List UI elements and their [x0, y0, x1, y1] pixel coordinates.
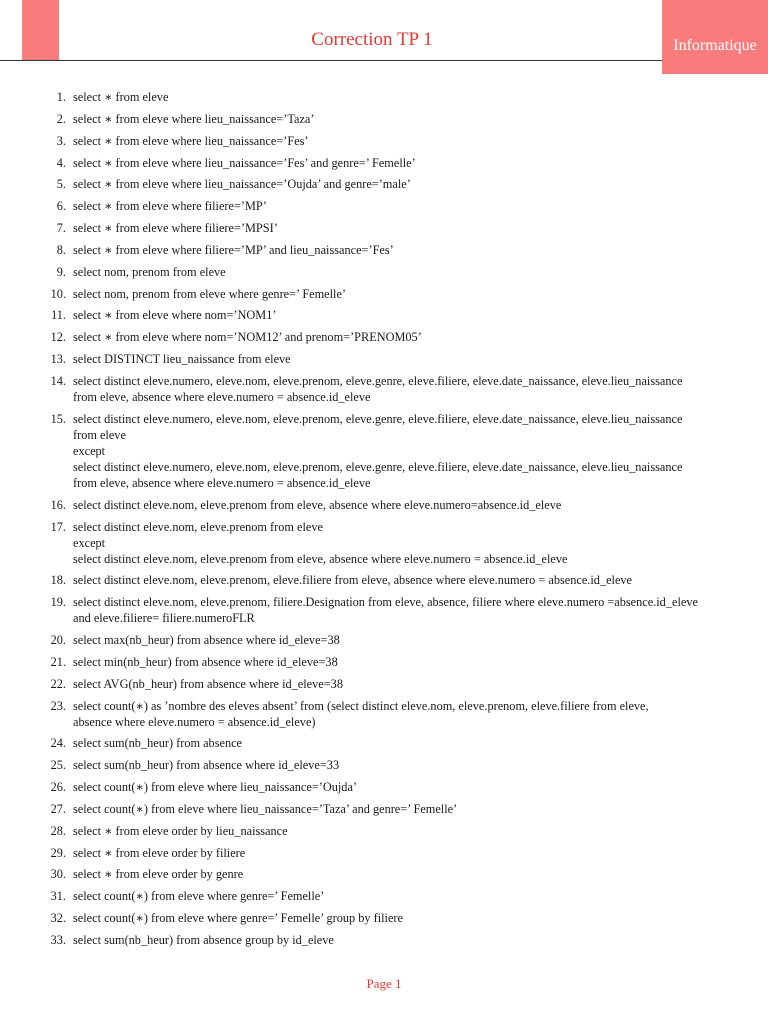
- query-text-line: select count(∗) from eleve where lieu_naissance=’Oujda’: [73, 780, 357, 795]
- query-item: [0, 594, 768, 626]
- query-number: 17.: [50, 519, 66, 534]
- query-item: [0, 932, 768, 948]
- query-text-line: select sum(nb_heur) from absence: [73, 736, 243, 751]
- query-text-line: select DISTINCT lieu_naissance from eleve: [73, 352, 291, 367]
- query-item: [0, 632, 768, 648]
- query-number: 7.: [56, 221, 66, 236]
- query-item: [0, 351, 768, 367]
- subject-label: Informatique: [673, 37, 757, 54]
- query-number: 33.: [50, 933, 66, 947]
- query-item: [0, 198, 768, 214]
- query-item: [0, 801, 768, 817]
- header-rule: [0, 60, 662, 61]
- query-item: [0, 698, 768, 730]
- query-number: 9.: [56, 264, 66, 279]
- query-item: [0, 910, 768, 926]
- query-text-line: select sum(nb_heur) from absence group by id_eleve: [73, 933, 334, 947]
- query-number: 12.: [50, 330, 66, 345]
- query-number: 24.: [50, 736, 66, 751]
- query-item: [0, 111, 768, 127]
- query-text-line: from eleve, absence where eleve.numero = absence.id_eleve: [73, 389, 371, 404]
- query-text-line: absence where eleve.numero = absence.id_eleve): [73, 714, 316, 729]
- query-list: [0, 89, 768, 954]
- query-number: 13.: [50, 352, 66, 367]
- query-number: 6.: [56, 199, 66, 214]
- query-item: [0, 264, 768, 280]
- query-text-line: select sum(nb_heur) from absence where id_eleve=33: [73, 758, 340, 773]
- query-item: [0, 676, 768, 692]
- query-text-line: select distinct eleve.numero, eleve.nom, eleve.prenom, eleve.genre, eleve.filiere, eleve.date_naissance, eleve.lieu_naissance: [73, 411, 683, 426]
- query-text-line: select distinct eleve.nom, eleve.prenom from eleve, absence where eleve.numero=absence.id_eleve: [73, 497, 562, 512]
- query-text-line: select ∗ from eleve where filiere=’MPSI’: [73, 221, 278, 236]
- query-text-line: select distinct eleve.numero, eleve.nom, eleve.prenom, eleve.genre, eleve.filiere, eleve.date_naissance, eleve.lieu_naissance: [73, 459, 683, 474]
- query-item: [0, 779, 768, 795]
- query-item: [0, 735, 768, 751]
- query-item: [0, 176, 768, 192]
- query-text-line: select count(∗) from eleve where lieu_naissance=’Taza’ and genre=’ Femelle’: [73, 801, 458, 816]
- query-text-line: select count(∗) as ’nombre des eleves absent’ from (select distinct eleve.nom, eleve.prenom, eleve.filiere from eleve,: [73, 698, 649, 713]
- query-item: [0, 888, 768, 904]
- query-number: 15.: [50, 411, 66, 426]
- query-text-line: select ∗ from eleve where nom=’NOM12’ and prenom=’PRENOM05’: [73, 330, 422, 345]
- query-number: 25.: [50, 758, 66, 773]
- query-item: [0, 133, 768, 149]
- query-number: 3.: [56, 133, 66, 148]
- query-number: 32.: [50, 911, 66, 926]
- query-text-line: select distinct eleve.numero, eleve.nom, eleve.prenom, eleve.genre, eleve.filiere, eleve.date_naissance, eleve.lieu_naissance: [73, 373, 683, 388]
- query-text-line: select ∗ from eleve order by lieu_naissance: [73, 823, 288, 838]
- query-text-line: select count(∗) from eleve where genre=’ Femelle’: [73, 889, 325, 904]
- query-item: [0, 497, 768, 513]
- query-text-line: select ∗ from eleve where lieu_naissance=’Oujda’ and genre=’male’: [73, 177, 411, 192]
- query-item: [0, 411, 768, 491]
- query-number: 16.: [50, 497, 66, 512]
- query-item: [0, 329, 768, 345]
- query-text-line: select nom, prenom from eleve where genre=’ Femelle’: [73, 286, 347, 301]
- query-item: [0, 373, 768, 405]
- query-text-line: select ∗ from eleve where lieu_naissance=’Fes’: [73, 133, 309, 148]
- query-text-line: select min(nb_heur) from absence where id_eleve=38: [73, 654, 338, 669]
- query-item: [0, 155, 768, 171]
- query-number: 8.: [56, 242, 66, 257]
- query-number: 26.: [50, 780, 66, 795]
- query-text-line: except: [73, 535, 106, 550]
- query-item: [0, 519, 768, 567]
- query-text-line: select ∗ from eleve where nom=’NOM1’: [73, 308, 277, 323]
- query-text-line: select count(∗) from eleve where genre=’ Femelle’ group by filiere: [73, 911, 403, 926]
- query-item: [0, 286, 768, 302]
- query-item: [0, 242, 768, 258]
- query-text-line: and eleve.filiere= filiere.numeroFLR: [73, 611, 255, 626]
- query-text-line: select ∗ from eleve order by genre: [73, 867, 244, 882]
- query-number: 18.: [50, 573, 66, 588]
- page-title: Correction TP 1: [311, 29, 433, 50]
- query-number: 5.: [56, 177, 66, 192]
- query-number: 2.: [56, 111, 66, 126]
- query-number: 29.: [50, 845, 66, 860]
- query-item: [0, 866, 768, 882]
- query-text-line: select ∗ from eleve where filiere=’MP’: [73, 199, 267, 214]
- query-text-line: select ∗ from eleve: [73, 90, 169, 104]
- query-number: 27.: [50, 801, 66, 816]
- query-item: [0, 572, 768, 588]
- query-text-line: from eleve, absence where eleve.numero = absence.id_eleve: [73, 475, 371, 490]
- query-item: [0, 307, 768, 323]
- query-number: 21.: [50, 654, 66, 669]
- query-text-line: select distinct eleve.nom, eleve.prenom from eleve: [73, 519, 323, 534]
- query-text-line: select ∗ from eleve where lieu_naissance=’Fes’ and genre=’ Femelle’: [73, 155, 416, 170]
- query-item: [0, 845, 768, 861]
- query-number: 28.: [50, 823, 66, 838]
- page-number: Page 1: [366, 976, 402, 991]
- query-item: [0, 220, 768, 236]
- query-text-line: select ∗ from eleve where filiere=’MP’ and lieu_naissance=’Fes’: [73, 242, 394, 257]
- query-text-line: select ∗ from eleve where lieu_naissance=’Taza’: [73, 111, 315, 126]
- query-text-line: select nom, prenom from eleve: [73, 264, 226, 279]
- query-number: 20.: [50, 633, 66, 648]
- query-number: 4.: [56, 155, 66, 170]
- query-number: 10.: [50, 286, 66, 301]
- query-text-line: select ∗ from eleve order by filiere: [73, 845, 246, 860]
- query-text-line: select distinct eleve.nom, eleve.prenom, eleve.filiere from eleve, absence where eleve.numero = absence.id_eleve: [73, 573, 633, 588]
- query-number: 31.: [50, 889, 66, 904]
- query-text-line: select distinct eleve.nom, eleve.prenom, filiere.Designation from eleve, absence, filiere where eleve.numero =absence.id_eleve: [73, 595, 698, 610]
- query-number: 23.: [50, 698, 66, 713]
- query-text-line: except: [73, 443, 106, 458]
- query-text-line: select distinct eleve.nom, eleve.prenom from eleve, absence where eleve.numero = absence.id_eleve: [73, 551, 568, 566]
- query-item: [0, 823, 768, 839]
- query-text-line: select AVG(nb_heur) from absence where id_eleve=38: [73, 676, 343, 691]
- query-number: 19.: [50, 595, 66, 610]
- query-text-line: from eleve: [73, 427, 126, 442]
- query-item: [0, 654, 768, 670]
- query-item: [0, 757, 768, 773]
- query-item: [0, 89, 768, 105]
- query-text-line: select max(nb_heur) from absence where id_eleve=38: [73, 633, 340, 648]
- query-number: 30.: [50, 867, 66, 882]
- query-number: 14.: [50, 373, 66, 388]
- query-number: 11.: [51, 308, 66, 323]
- query-number: 1.: [56, 90, 66, 104]
- query-number: 22.: [50, 676, 66, 691]
